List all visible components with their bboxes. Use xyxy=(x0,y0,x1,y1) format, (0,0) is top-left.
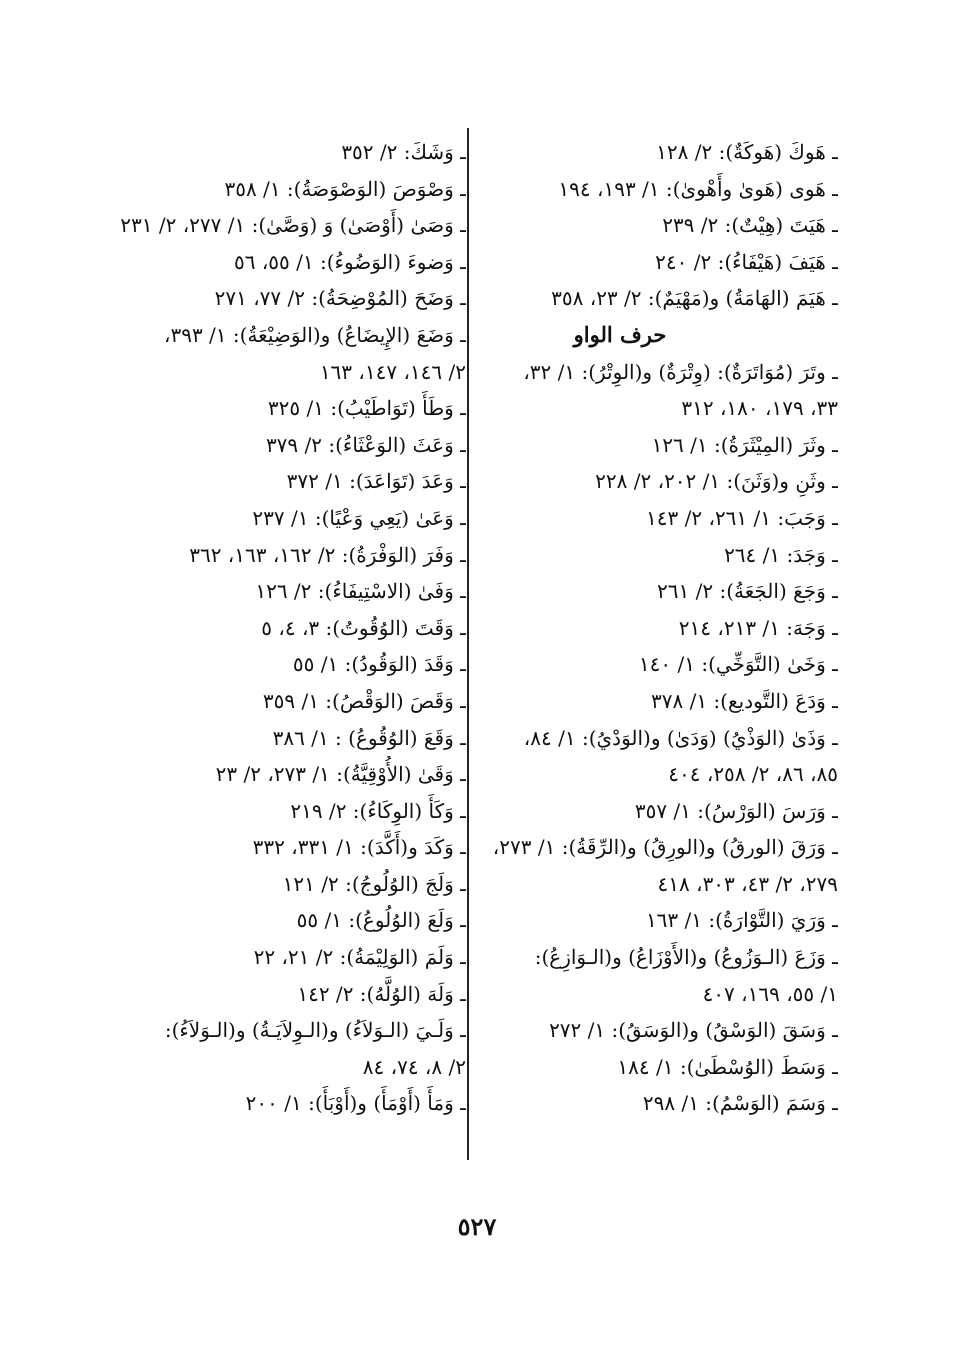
index-entry: ـ وَفَىٰ (الاسْتِيفَاءُ): ٢/ ١٢٦ xyxy=(255,579,466,604)
index-entry: ـ وَرَيَ (التَّوْارَةُ): ١/ ١٦٣ xyxy=(645,908,838,933)
index-entry: ـ هَوكَ (هَوكَةٌ): ٢/ ١٢٨ xyxy=(656,140,838,164)
index-entry: ـ وَرَسَ (الوَرْسُ): ١/ ٣٥٧ xyxy=(634,798,838,823)
index-entry: ـ وَذَىٰ (الوَذْيُ) (وَدَىٰ) و(الوَدْيُ): ١/ ٨٤، xyxy=(523,725,838,750)
index-entry: ـ وَفَرَ (الوَفْرَةُ): ٢/ ١٦٢، ١٦٣، ٣٦٢ xyxy=(189,542,466,567)
index-entry: ـ هَيَمَ (الهَامَةُ) و(مَهْيَمٌ): ٢/ ٢٣، ٣٥٨ xyxy=(551,286,838,311)
index-entry: ـ وَقَتَ (الوُقُوتُ): ٣، ٤، ٥ xyxy=(261,615,466,640)
index-entry: ـ وتَرَ (مُوَاتَرَةٌ): (وِتْرَةٌ) و(الوِتْرُ): ١/ ٣٢، xyxy=(523,359,838,384)
index-entry: ـ وَطَأَ (تَوَاطَيْبُ): ١/ ٣٢٥ xyxy=(267,396,466,421)
index-entry: ـ وثَرَ (المِيْثَرَةُ): ١/ ١٢٦ xyxy=(651,432,838,457)
index-entry: ـ وَقَىٰ (الأُوْقِيَّةُ): ١/ ٢٧٣، ٢/ ٢٣ xyxy=(215,762,466,787)
index-entry: ـ وَضَحَ (المُوْضِحَةُ): ٢/ ٧٧، ٢٧١ xyxy=(214,286,466,311)
index-entry: ـ وَسَطَ (الوُسْطَىٰ): ١/ ١٨٤ xyxy=(617,1054,838,1079)
page-number: ٥٢٧ xyxy=(457,1212,497,1241)
index-entry: ـ وَقَدَ (الوَقُودُ): ١/ ٥٥ xyxy=(292,652,466,677)
index-entry: ـ هَيَتَ (هِيْتٌ): ٢/ ٢٣٩ xyxy=(662,213,838,238)
index-entry: ـ وَلَـيَ (الـوَلاَءُ) و(الـوِلاَيَـةُ) و(الـوَلاَءُ): xyxy=(164,1018,466,1043)
index-entry-continuation: ٢/ ٨، ٧٤، ٨٤ xyxy=(362,1054,466,1079)
index-entry: ـ وَقَعَ (الوُقُوعُ) : ١/ ٣٨٦ xyxy=(272,725,466,750)
index-entry: ـ وَسَقَ (الوَسْقُ) و(الوَسَقُ): ١/ ٢٧٢ xyxy=(549,1018,838,1043)
index-entry-continuation: ٣٣، ١٧٩، ١٨٠، ٣١٢ xyxy=(681,396,838,421)
index-entry: ـ وَكَأَ (الوِكَاءُ): ٢/ ٢١٩ xyxy=(290,798,466,823)
index-entry: ـ وَزَعَ (الـوَزُوعُ) و(الأَوْزَاعُ) و(الـوَازِعُ): xyxy=(534,945,838,970)
index-entry-continuation: ١/ ٥٥، ١٦٩، ٤٠٧ xyxy=(702,981,838,1006)
index-entry: ـ وَخَىٰ (التَّوَخِّي): ١/ ١٤٠ xyxy=(638,652,838,677)
index-entry: ـ وَضَعَ (الإِيضَاعُ) و(الوَضِيْعَةُ): ١/ ٣٩٣، xyxy=(163,322,466,347)
left-column xyxy=(86,134,466,1122)
index-entry-continuation: ٢٧٩، ٢/ ٤٣، ٣٠٣، ٤١٨ xyxy=(657,871,838,896)
index-entry: ـ وَعَثَ (الوَعْثَاءُ): ٢/ ٣٧٩ xyxy=(265,432,466,457)
index-entry: ـ هَوى (هَوىٰ وأَهْوىٰ): ١/ ١٩٣، ١٩٤ xyxy=(558,176,838,201)
column-divider xyxy=(467,128,469,1160)
index-entry: ـ وَجَدَ: ١/ ٢٦٤ xyxy=(724,542,838,567)
index-entry: ـ وَضوءَ (الوَضُوءُ): ١/ ٥٥، ٥٦ xyxy=(234,249,466,274)
section-heading: حرف الواو xyxy=(573,321,667,347)
index-entry: ـ وَكَدَ و(أَكَّدَ): ١/ ٣٣١، ٣٣٢ xyxy=(252,835,466,860)
index-entry: ـ وَرَقَ (الورقُ) و(الورِقُ) و(الرِّقَةُ): ١/ ٢٧٣، xyxy=(492,835,838,860)
index-entry: ـ وَصْوَصَ (الوَصْوَصَةُ): ١/ ٣٥٨ xyxy=(224,176,466,201)
index-entry: ـ وَجَبَ: ١/ ٢٦١، ٢/ ١٤٣ xyxy=(646,505,838,530)
index-entry-continuation: ٢/ ١٤٦، ١٤٧، ١٦٣ xyxy=(319,359,466,384)
index-entry: ـ وَمَأَ (أَوْمَأَ) و(أَوْبَأَ): ١/ ٢٠٠ xyxy=(245,1091,466,1116)
index-entry-continuation: ٨٥، ٨٦، ٢/ ٢٥٨، ٤٠٤ xyxy=(668,762,838,787)
right-column xyxy=(462,134,838,1122)
index-entry: ـ وَعَىٰ (يَعِي وَعْيًا): ١/ ٢٣٧ xyxy=(252,505,466,530)
index-entry: ـ وَلَهَ (الوُلَّهُ): ٢/ ١٤٢ xyxy=(297,981,466,1006)
index-entry: ـ وَجَعَ (الجَعَةُ): ٢/ ٢٦١ xyxy=(657,579,838,604)
index-entry: ـ وَقَصَ (الوَقْصُ): ١/ ٣٥٩ xyxy=(262,688,466,713)
index-entry: ـ وَشَكَ: ٢/ ٣٥٢ xyxy=(341,140,466,164)
index-entry: ـ وَعَدَ (تَوَاعَدَ): ١/ ٣٧٢ xyxy=(286,469,466,494)
index-entry: ـ وَسَمَ (الوَسْمُ): ١/ ٢٩٨ xyxy=(642,1091,838,1116)
index-entry: ـ وَلَجَ (الوُلُوجُ): ٢/ ١٢١ xyxy=(282,871,466,896)
index-entry: ـ وَصَىٰ (أَوْصَىٰ) وَ (وَصَّىٰ): ١/ ٢٧٧، ٢/ ٢٣١ xyxy=(120,213,466,238)
index-entry: ـ وثَنِ و(وَثَنَ): ١/ ٢٠٢، ٢/ ٢٢٨ xyxy=(595,469,838,494)
index-entry: ـ وَلَعَ (الوُلُوعُ): ١/ ٥٥ xyxy=(296,908,466,933)
index-entry: ـ وَلَمَ (الوَلِيْمَةُ): ٢/ ٢١، ٢٢ xyxy=(253,945,466,970)
index-entry: ـ هَيَفَ (هَيْفَاءُ): ٢/ ٢٤٠ xyxy=(655,249,838,274)
index-entry: ـ وَدَعَ (التَّوديع): ١/ ٣٧٨ xyxy=(650,688,838,713)
index-entry: ـ وَجَهَ: ١/ ٢١٣، ٢١٤ xyxy=(678,615,838,640)
